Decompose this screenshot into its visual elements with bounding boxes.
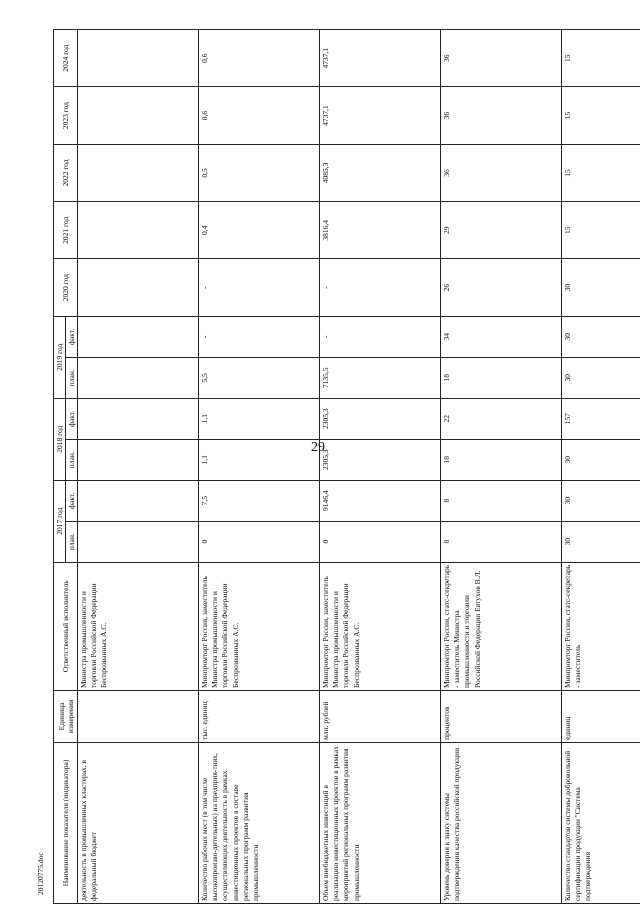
cell-p2018: 1,1 xyxy=(199,439,320,480)
cell-y2024: 4737,1 xyxy=(320,30,441,87)
cell-y2020: - xyxy=(199,259,320,316)
cell-p2017: 0 xyxy=(199,521,320,562)
cell-y2022: 15 xyxy=(562,144,640,201)
cell-p2019: 5,5 xyxy=(199,357,320,398)
cell-p2018 xyxy=(78,439,199,480)
cell-f2018: 1,1 xyxy=(199,398,320,439)
header-fact-2019: факт. xyxy=(66,316,78,357)
table-row xyxy=(78,30,199,904)
cell-y2021 xyxy=(78,202,199,259)
header-2017: 2017 год xyxy=(54,480,66,562)
cell-f2019: - xyxy=(199,316,320,357)
indicator-table-sheet xyxy=(53,29,623,904)
cell-f2019 xyxy=(78,316,199,357)
cell-name: Уровень доверия к знаку системы подтверждения качества российской продукции xyxy=(441,742,562,903)
header-plan-2018: план. xyxy=(66,439,78,480)
cell-p2019: 30 xyxy=(562,357,640,398)
header-2020: 2020 год xyxy=(54,259,78,316)
cell-y2024: 15 xyxy=(562,30,640,87)
cell-p2017: 0 xyxy=(320,521,441,562)
cell-y2024 xyxy=(78,30,199,87)
table-row xyxy=(320,30,441,904)
cell-y2020: 30 xyxy=(562,259,640,316)
cell-p2017: 30 xyxy=(562,521,640,562)
cell-y2023: 15 xyxy=(562,87,640,144)
cell-p2018: 18 xyxy=(441,439,562,480)
cell-y2020: 26 xyxy=(441,259,562,316)
cell-p2019: 7135,5 xyxy=(320,357,441,398)
table-row xyxy=(562,30,640,904)
cell-p2019 xyxy=(78,357,199,398)
page-number: 29 xyxy=(311,440,325,455)
cell-unit: тыс. единиц xyxy=(199,690,320,742)
cell-y2021: 3816,4 xyxy=(320,202,441,259)
cell-responsible: Минпромторг России, статс-секретарь - заместитель Министра промышленности и торговли Российской Федерации Евтухов В.Л. xyxy=(441,562,562,690)
cell-f2019: - xyxy=(320,316,441,357)
cell-name: Объем внебюджетных инвестиций в реализацию инвестиционных проектов в рамках мероприятий региональных программ развития промышленности xyxy=(320,742,441,903)
cell-p2019: 18 xyxy=(441,357,562,398)
cell-f2017: 7,5 xyxy=(199,480,320,521)
cell-f2019: 34 xyxy=(441,316,562,357)
cell-unit: млн. рублей xyxy=(320,690,441,742)
header-responsible: Ответственный исполнитель xyxy=(54,562,78,690)
cell-y2021: 15 xyxy=(562,202,640,259)
header-2022: 2022 год xyxy=(54,144,78,201)
header-2019: 2019 год xyxy=(54,316,66,398)
cell-y2021: 0,4 xyxy=(199,202,320,259)
header-name: Наименование показателя (индикатора) xyxy=(54,742,78,903)
cell-responsible: Минпромторг России, статс-секретарь - заместитель xyxy=(562,562,640,690)
header-fact-2018: факт. xyxy=(66,398,78,439)
cell-f2018: 157 xyxy=(562,398,640,439)
cell-y2023 xyxy=(78,87,199,144)
cell-unit: процентов xyxy=(441,690,562,742)
cell-f2018: 22 xyxy=(441,398,562,439)
cell-f2018: 2305,3 xyxy=(320,398,441,439)
header-fact-2017: факт. xyxy=(66,480,78,521)
cell-p2018: 2305,3 xyxy=(320,439,441,480)
cell-f2017: 8 xyxy=(441,480,562,521)
cell-name: Количество стандартов системы добровольной сертификации продукции "Система подтверждения xyxy=(562,742,640,903)
cell-y2021: 29 xyxy=(441,202,562,259)
cell-responsible: Министра промышленности и торговли Российской Федерации Беспрозванных А.С. xyxy=(78,562,199,690)
header-2018: 2018 год xyxy=(54,398,66,480)
cell-f2017: 30 xyxy=(562,480,640,521)
cell-name: деятельность в промышленных кластерах, в федеральный бюджет xyxy=(78,742,199,903)
cell-unit: единиц xyxy=(562,690,640,742)
header-plan-2019: план. xyxy=(66,357,78,398)
cell-f2019: 30 xyxy=(562,316,640,357)
header-2023: 2023 год xyxy=(54,87,78,144)
cell-name: Количество рабочих мест (в том числе высокопроизво-дительных) на предприя-тиях, осуществляющих деятельность в рамках инвестиционных проектов в составе региональных программ развития промышленности xyxy=(199,742,320,903)
cell-y2020 xyxy=(78,259,199,316)
cell-y2023: 4737,1 xyxy=(320,87,441,144)
cell-y2023: 36 xyxy=(441,87,562,144)
indicator-table xyxy=(53,29,640,904)
table-row xyxy=(199,30,320,904)
cell-y2022: 0,5 xyxy=(199,144,320,201)
header-unit: Единица измерения xyxy=(54,690,78,742)
cell-y2022: 36 xyxy=(441,144,562,201)
cell-p2018: 30 xyxy=(562,439,640,480)
cell-unit xyxy=(78,690,199,742)
cell-y2022: 4085,3 xyxy=(320,144,441,201)
cell-y2023: 0,6 xyxy=(199,87,320,144)
header-2021: 2021 год xyxy=(54,202,78,259)
cell-y2024: 36 xyxy=(441,30,562,87)
cell-p2017 xyxy=(78,521,199,562)
cell-y2024: 0,6 xyxy=(199,30,320,87)
cell-p2017: 8 xyxy=(441,521,562,562)
cell-f2018 xyxy=(78,398,199,439)
document-filename: 20120775.doc xyxy=(36,852,45,895)
cell-responsible: Минпромторг России, заместитель Министра промышленности и торговли Российской Федерации Беспрозванных А.С. xyxy=(320,562,441,690)
cell-responsible: Минпромторг России, заместитель Министра промышленности и торговли Российской Федерации Беспрозванных А.С. xyxy=(199,562,320,690)
cell-y2022 xyxy=(78,144,199,201)
indicator-rows xyxy=(78,30,640,904)
cell-y2020: - xyxy=(320,259,441,316)
header-2024: 2024 год xyxy=(54,30,78,87)
table-row xyxy=(441,30,562,904)
header-plan-2017: план. xyxy=(66,521,78,562)
cell-f2017: 9146,4 xyxy=(320,480,441,521)
cell-f2017 xyxy=(78,480,199,521)
